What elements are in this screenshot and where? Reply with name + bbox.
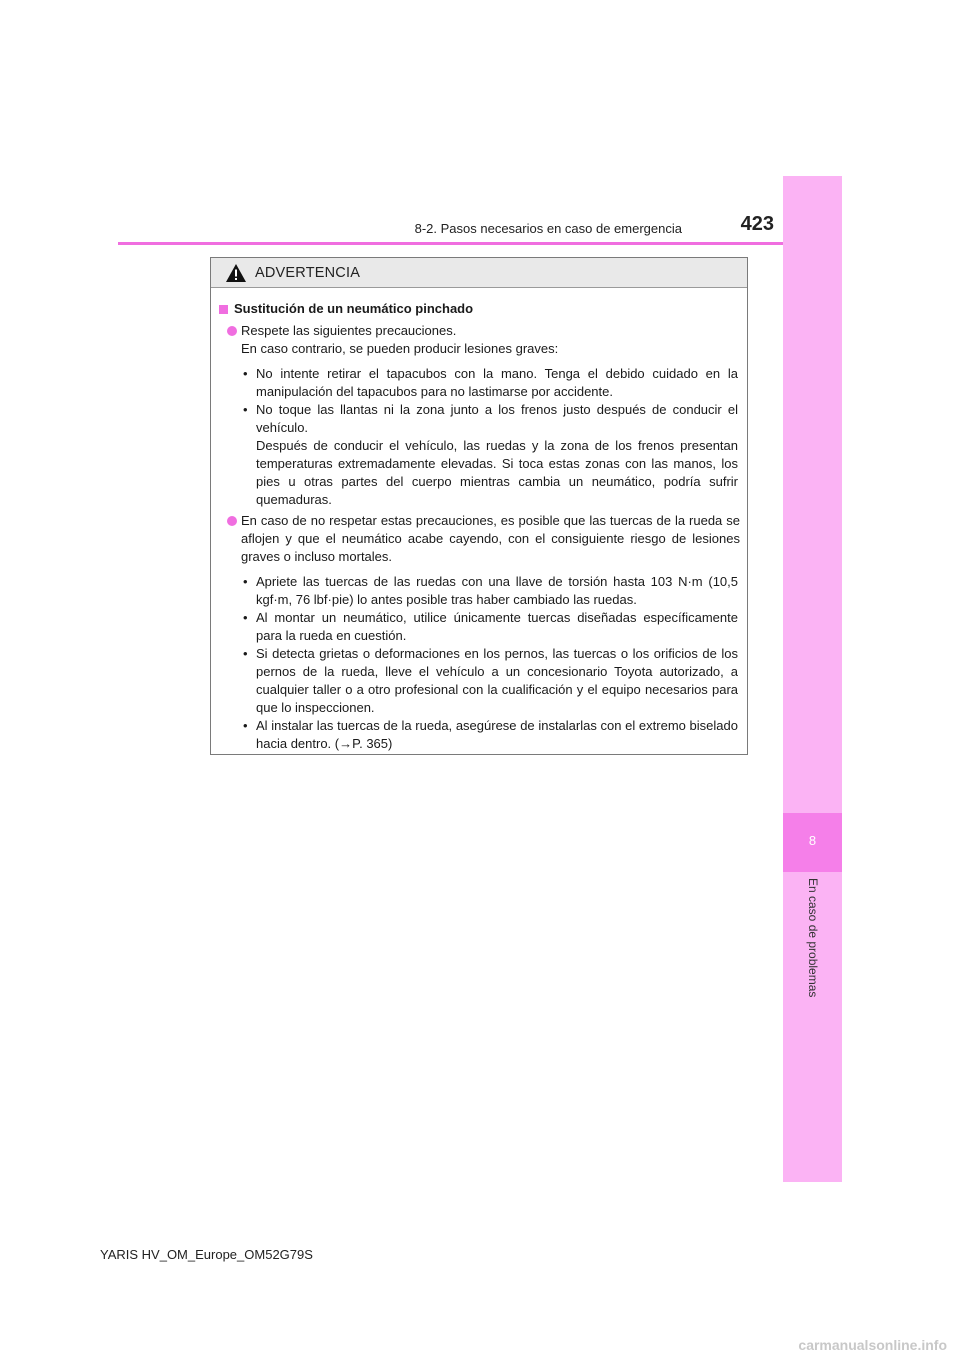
footer-doc-id: YARIS HV_OM_Europe_OM52G79S: [100, 1247, 313, 1262]
warning-box: [210, 257, 748, 755]
list-item: • No intente retirar el tapacubos con la mano. Tenga el debido cuidado en la manipulación del tapacubos para no lastimarse por accidente.: [219, 365, 740, 401]
square-bullet-icon: [219, 305, 228, 314]
warning-body: [211, 288, 747, 753]
list-item: • Al montar un neumático, utilice únicamente tuercas diseñadas específicamente para la rueda en cuestión.: [219, 609, 740, 645]
precaution-list: [219, 573, 740, 753]
list-item: • Al instalar las tuercas de la rueda, asegúrese de instalarlas con el extremo biselado hacia dentro. (→P. 365): [219, 717, 740, 753]
section-title-text: Sustitución de un neumático pinchado: [234, 301, 474, 316]
header-section-title: 8-2. Pasos necesarios en caso de emergencia: [414, 221, 682, 236]
watermark: carmanualsonline.info: [798, 1337, 947, 1353]
chapter-title: En caso de problemas: [806, 878, 820, 998]
warning-triangle-icon: [225, 263, 247, 283]
warning-header: [211, 258, 747, 288]
list-item: • Si detecta grietas o deformaciones en los pernos, las tuercas o los orificios de los pernos de la rueda, lleve el vehículo a un concesionario Toyota autorizado, a cualquier taller o a otro profesional con la cualificación y el equipo necesarios para que lo inspeccionen.: [219, 645, 740, 717]
section-title: [219, 300, 740, 318]
precaution-list: [219, 365, 740, 509]
side-tab: [783, 176, 842, 1182]
precaution-item: [219, 512, 740, 566]
circle-bullet-icon: [227, 326, 237, 336]
list-item: • No toque las llantas ni la zona junto a los frenos justo después de conducir el vehículo.: [219, 401, 740, 437]
list-item-continuation: Después de conducir el vehículo, las ruedas y la zona de los frenos presentan temperaturas extremadamente elevadas. Si toca estas zonas con las manos, los pies u otras partes del cuerpo mientras cambia un neumático, podría sufrir quemaduras.: [256, 438, 738, 507]
chapter-number: 8: [808, 833, 817, 848]
warning-title: ADVERTENCIA: [255, 264, 361, 281]
circle-bullet-icon: [227, 516, 237, 526]
precaution-line: En caso contrario, se pueden producir lesiones graves:: [241, 341, 559, 356]
page-number: 423: [740, 213, 774, 235]
precaution-item: [219, 322, 740, 358]
list-item: • Apriete las tuercas de las ruedas con una llave de torsión hasta 103 N·m (10,5 kgf·m, 76 lbf·pie) lo antes posible tras haber cambiado las ruedas.: [219, 573, 740, 609]
precaution-line: Respete las siguientes precauciones.: [241, 323, 457, 338]
header-rule: [118, 242, 841, 245]
precaution-text: En caso de no respetar estas precauciones, es posible que las tuercas de la rueda se aflojen y que el neumático acabe cayendo, con el consiguiente riesgo de lesiones graves o incluso mortales.: [241, 513, 740, 564]
